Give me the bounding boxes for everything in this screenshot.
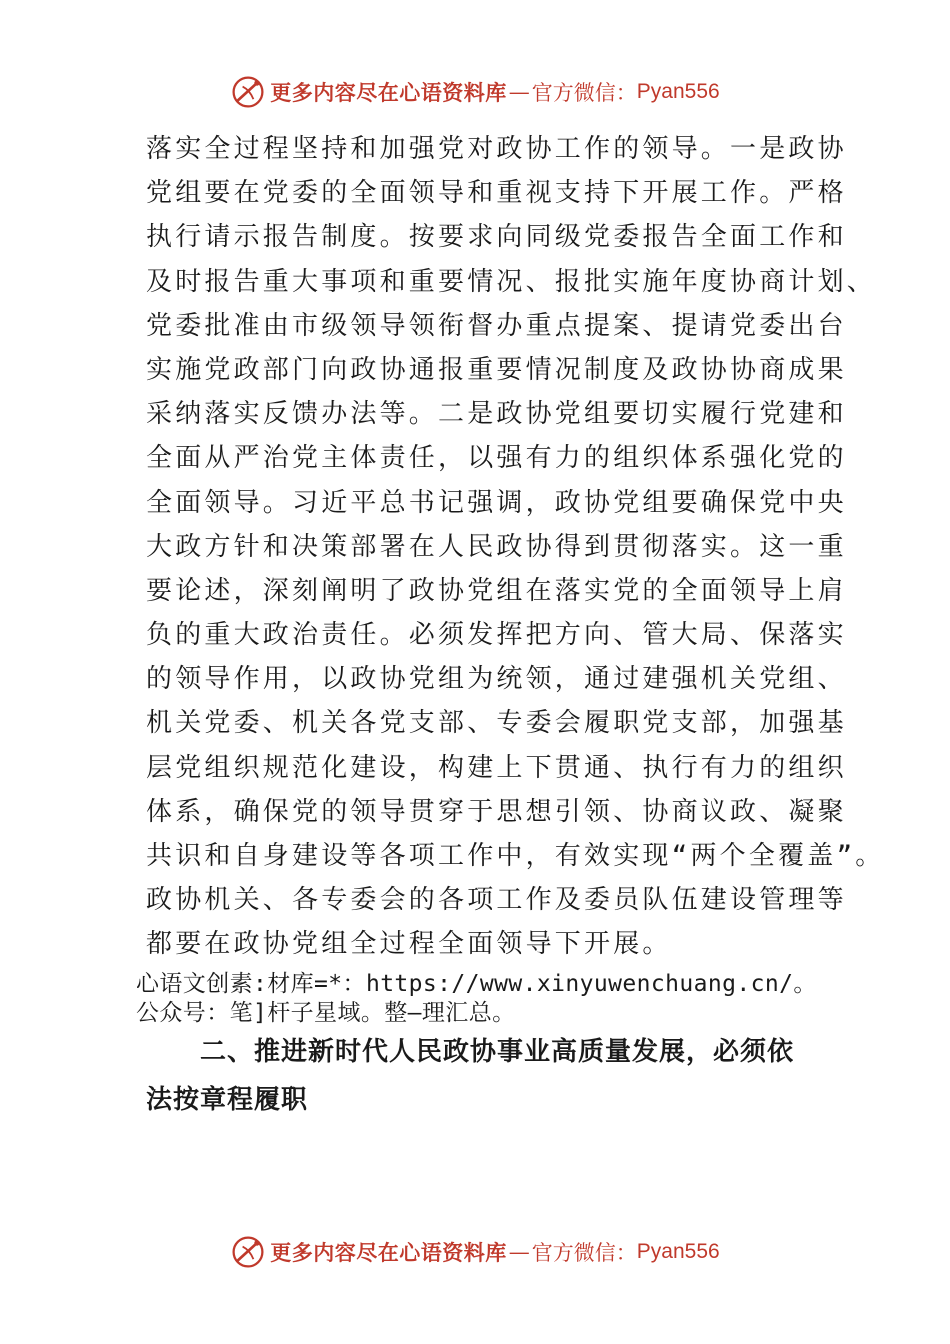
body-line: 机关党委、机关各党支部、专委会履职党支部，加强基 bbox=[146, 708, 847, 739]
body-line: 党委批准由市级领导领衔督办重点提案、提请党委出台 bbox=[146, 310, 847, 341]
banner-wechat-id: Pyan556 bbox=[636, 80, 720, 103]
logo-icon bbox=[230, 74, 266, 110]
footer-banner bbox=[0, 1232, 950, 1272]
banner-dash: — bbox=[508, 80, 530, 104]
source-note bbox=[136, 970, 836, 1028]
body-line: 及时报告重大事项和重要情况、报批实施年度协商计划、 bbox=[146, 266, 877, 297]
section-heading-line: 二、推进新时代人民政协事业高质量发展，必须依 bbox=[200, 1037, 795, 1067]
body-paragraph bbox=[146, 127, 885, 967]
body-line: 政协机关、各专委会的各项工作及委员队伍建设管理等 bbox=[146, 885, 847, 916]
body-line: 采纳落实反馈办法等。二是政协党组要切实履行党建和 bbox=[146, 399, 847, 430]
body-line: 共识和自身建设等各项工作中，有效实现“两个全覆盖”。 bbox=[146, 841, 885, 871]
body-line: 体系，确保党的领导贯穿于思想引领、协商议政、凝聚 bbox=[146, 796, 847, 827]
body-line: 大政方针和决策部署在人民政协得到贯彻落实。这一重 bbox=[146, 531, 847, 562]
body-line: 落实全过程坚持和加强党对政协工作的领导。一是政协 bbox=[146, 134, 847, 164]
body-line: 实施党政部门向政协通报重要情况制度及政协协商成果 bbox=[146, 354, 847, 385]
body-line: 都要在政协党组全过程全面领导下开展。 bbox=[146, 929, 672, 960]
banner-wechat-label: 官方微信： bbox=[531, 81, 637, 105]
banner-dash: — bbox=[508, 1240, 530, 1264]
body-line: 党组要在党委的全面领导和重视支持下开展工作。严格 bbox=[146, 178, 847, 209]
body-line: 层党组织规范化建设，构建上下贯通、执行有力的组织 bbox=[146, 752, 847, 783]
banner-title: 更多内容尽在心语资料库 bbox=[270, 80, 507, 105]
source-note-line: 公众号：笔]杆子星域。整—理汇总。 bbox=[136, 1000, 516, 1026]
body-line: 负的重大政治责任。必须发挥把方向、管大局、保落实 bbox=[146, 620, 847, 651]
banner-title: 更多内容尽在心语资料库 bbox=[270, 1240, 507, 1265]
body-line: 全面领导。习近平总书记强调，政协党组要确保党中央 bbox=[146, 487, 847, 518]
body-line: 的领导作用，以政协党组为统领，通过建强机关党组、 bbox=[146, 664, 847, 695]
section-heading bbox=[146, 1028, 826, 1124]
banner-wechat-id: Pyan556 bbox=[636, 1240, 720, 1263]
source-note-line: 心语文创素:材库=*：https://www.xinyuwenchuang.cn/。 bbox=[136, 971, 817, 997]
body-line: 全面从严治党主体责任，以强有力的组织体系强化党的 bbox=[146, 443, 847, 474]
logo-icon bbox=[230, 1234, 266, 1270]
header-banner bbox=[0, 72, 950, 112]
body-line: 要论述，深刻阐明了政协党组在落实党的全面领导上肩 bbox=[146, 575, 847, 606]
body-line: 执行请示报告制度。按要求向同级党委报告全面工作和 bbox=[146, 222, 847, 253]
section-heading-line: 法按章程履职 bbox=[146, 1085, 309, 1115]
banner-wechat-label: 官方微信： bbox=[531, 1241, 637, 1265]
